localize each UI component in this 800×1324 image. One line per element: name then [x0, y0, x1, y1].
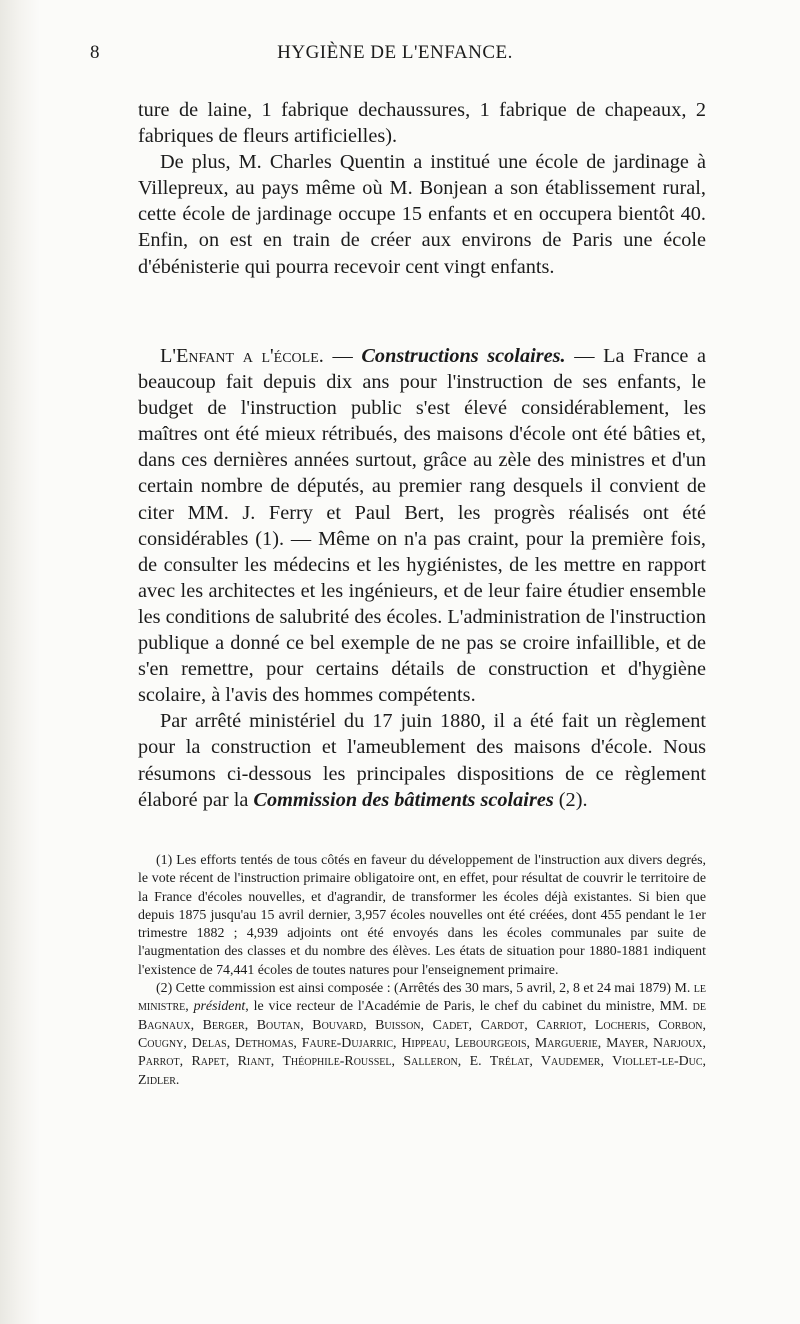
body-text-section: [138, 343, 706, 813]
footnote-2-text-b: , le vice recteur de l'Académie de Paris, le chef du cabinet du ministre, MM.: [245, 999, 693, 1015]
footnote-2-minister: le ministre: [138, 981, 706, 1015]
footnote-2: [138, 980, 706, 1090]
footnote-1: (1) Les efforts tentés de tous côtés en faveur du développement de l'instruction aux divers degrés, le vote récent de l'instruction primaire obligatoire ont, en effet, pour résultat de couvrir le territoire de la France d'écoles nouvelles, et d'agrandir, de transformer les écoles déjà existantes. Si bien que depuis 1875 jusqu'au 15 avril dernier, 3,957 écoles nouvelles ont été créées, dont 455 pendant le 1er trimestre 1882 ; 4,939 adjoints ont été envoyés dans les écoles communales par suite de l'augmentation des classes et du nombre des élèves. Les états de situation pour 1880-1881 indiquent l'existence de 74,441 écoles de toutes natures pour l'enseignement primaire.: [138, 853, 706, 978]
footnotes: [138, 852, 706, 1090]
section-dash: —: [323, 345, 362, 367]
running-title: HYGIÈNE DE L'ENFANCE.: [277, 42, 513, 63]
paragraph-arrete: [138, 708, 706, 812]
section-title: Constructions scolaires.: [361, 345, 566, 367]
commission-title: Commission des bâtiments scolaires: [253, 788, 554, 811]
paragraph-continued: ture de laine, 1 fabrique dechaussures, 1 fabrique de chapeaux, 2 fabriques de fleurs artificielles).: [138, 99, 706, 148]
section-text: — La France a beaucoup fait depuis dix ans pour l'instruction de ses enfants, le budget de l'instruction public s'est élevé considérablement, les maîtres ont été mieux rétribués, des maisons d'école ont été bâties et, dans ces dernières années surtout, grâce au zèle des ministres et d'un certain nombre de députés, au premier rang desquels il convient de citer MM. J. Ferry et Paul Bert, les progrès réalisés ont été considérables (1). — Même on n'a pas craint, pour la première fois, de consulter les médecins et les hygiénistes, de les mettre en rapport avec les architectes et les ingénieurs, et de leur faire étudier ensemble les conditions de salubrité des écoles. L'administration de l'instruction publique a donné ce bel exemple de ne pas se croire infaillible, et de s'en remettre, pour certains détails de construction et d'hygiène scolaire, à l'avis des hommes compétents.: [138, 345, 707, 707]
footnote-2-comma: ,: [185, 999, 194, 1015]
page-number: 8: [90, 42, 100, 63]
page-header: [90, 42, 700, 68]
book-binding-shadow: [0, 0, 40, 1324]
footnote-2-president: président: [193, 999, 246, 1015]
paragraph-section-intro: [138, 343, 706, 708]
paragraph-jardinage: De plus, M. Charles Quentin a institué une école de jardinage à Villepreux, au pays même où M. Bonjean a son établissement rural, cette école de jardinage occupe 15 enfants et en occupera bientôt 40. Enfin, on est en train de créer aux environs de Paris une école d'ébénisterie qui pourra recevoir cent vingt enfants.: [138, 151, 706, 278]
section-label: L'Enfant a l'école.: [160, 345, 324, 367]
body-text-upper: [138, 97, 706, 280]
footnote-2-members: de Bagnaux, Berger, Boutan, Bouvard, Buisson, Cadet, Cardot, Carriot, Locheris, Corbon, Cougny, Delas, Dethomas, Faure-Dujarric, Hippeau, Lebourgeois, Marguerie, Mayer, Narjoux, Parrot, Rapet, Riant, Théophile-Roussel, Salleron, E. Trélat, Vaudemer, Viollet-le-Duc, Zidler.: [138, 999, 706, 1088]
footnote-2-text-a: (2) Cette commission est ainsi composée : (Arrêtés des 30 mars, 5 avril, 2, 8 et 24 mai 1879) M.: [156, 981, 694, 997]
arrete-text: Par arrêté ministériel du 17 juin 1880, il a été fait un règlement pour la construction et l'ameublement des maisons d'école. Nous résumons ci-dessous les principales dispositions de ce règlement élaboré par la: [138, 710, 706, 811]
footnote-ref: (2).: [553, 788, 588, 811]
